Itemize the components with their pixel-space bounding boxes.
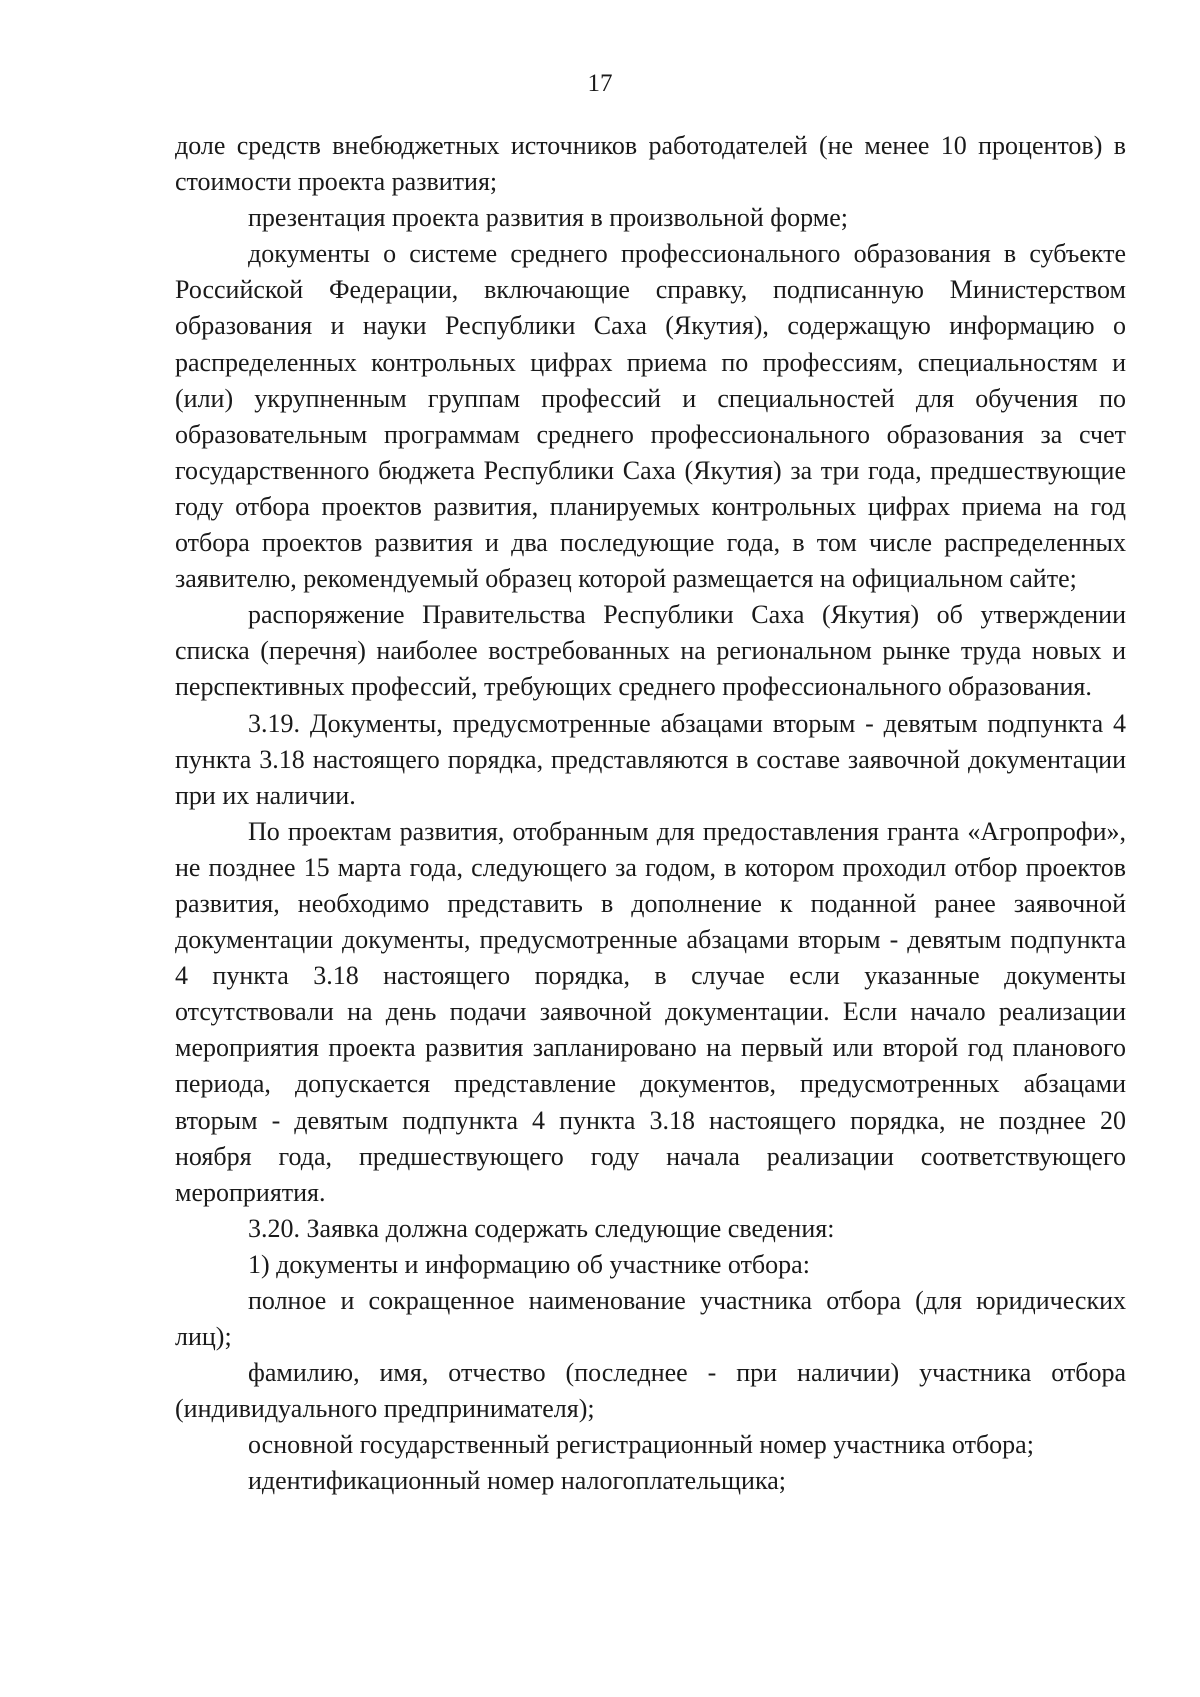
paragraph-7: 3.20. Заявка должна содержать следующие сведения:: [248, 1213, 835, 1243]
paragraph-10: фамилию, имя, отчество (последнее - при наличии) участника отбора (индивидуального предпринимателя);: [175, 1358, 1126, 1424]
page-number: 17: [587, 70, 613, 97]
document-body: [175, 128, 1126, 1500]
paragraph-2: презентация проекта развития в произвольной форме;: [248, 203, 848, 233]
paragraph-9: полное и сокращенное наименование участника отбора (для юридических лиц);: [175, 1286, 1126, 1352]
paragraph-1: доле средств внебюджетных источников работодателей (не менее 10 процентов) в стоимости проекта развития;: [175, 131, 1126, 197]
paragraph-5: 3.19. Документы, предусмотренные абзацами вторым - девятым подпункта 4 пункта 3.18 настоящего порядка, представляются в составе заявочной документации при их наличии.: [175, 708, 1126, 810]
paragraph-3: документы о системе среднего профессионального образования в субъекте Российской Федерации, включающие справку, подписанную Министерством образования и науки Республики Саха (Якутия), содержащую информацию о распределенных контрольных цифрах приема по профессиям, специальностям и (или) укрупненным группам профессий и специальностей для обучения по образовательным программам среднего профессионального образования за счет государственного бюджета Республики Саха (Якутия) за три года, предшествующие году отбора проектов развития, планируемых контрольных цифрах приема на год отбора проектов развития и два последующие года, в том числе распределенных заявителю, рекомендуемый образец которой размещается на официальном сайте;: [175, 239, 1126, 594]
paragraph-8: 1) документы и информацию об участнике отбора:: [248, 1249, 810, 1279]
paragraph-4: распоряжение Правительства Республики Саха (Якутия) об утверждении списка (перечня) наиболее востребованных на региональном рынке труда новых и перспективных профессий, требующих среднего профессионального образования.: [175, 600, 1126, 702]
paragraph-6: По проектам развития, отобранным для предоставления гранта «Агропрофи», не позднее 15 марта года, следующего за годом, в котором проходил отбор проектов развития, необходимо представить в дополнение к поданной ранее заявочной документации документы, предусмотренные абзацами вторым - девятым подпункта 4 пункта 3.18 настоящего порядка, в случае если указанные документы отсутствовали на день подачи заявочной документации. Если начало реализации мероприятия проекта развития запланировано на первый или второй год планового периода, допускается представление документов, предусмотренных абзацами вторым - девятым подпункта 4 пункта 3.18 настоящего порядка, не позднее 20 ноября года, предшествующего году начала реализации соответствующего мероприятия.: [175, 816, 1126, 1207]
paragraph-12: идентификационный номер налогоплательщика;: [248, 1466, 786, 1496]
paragraph-11: основной государственный регистрационный номер участника отбора;: [248, 1430, 1034, 1460]
